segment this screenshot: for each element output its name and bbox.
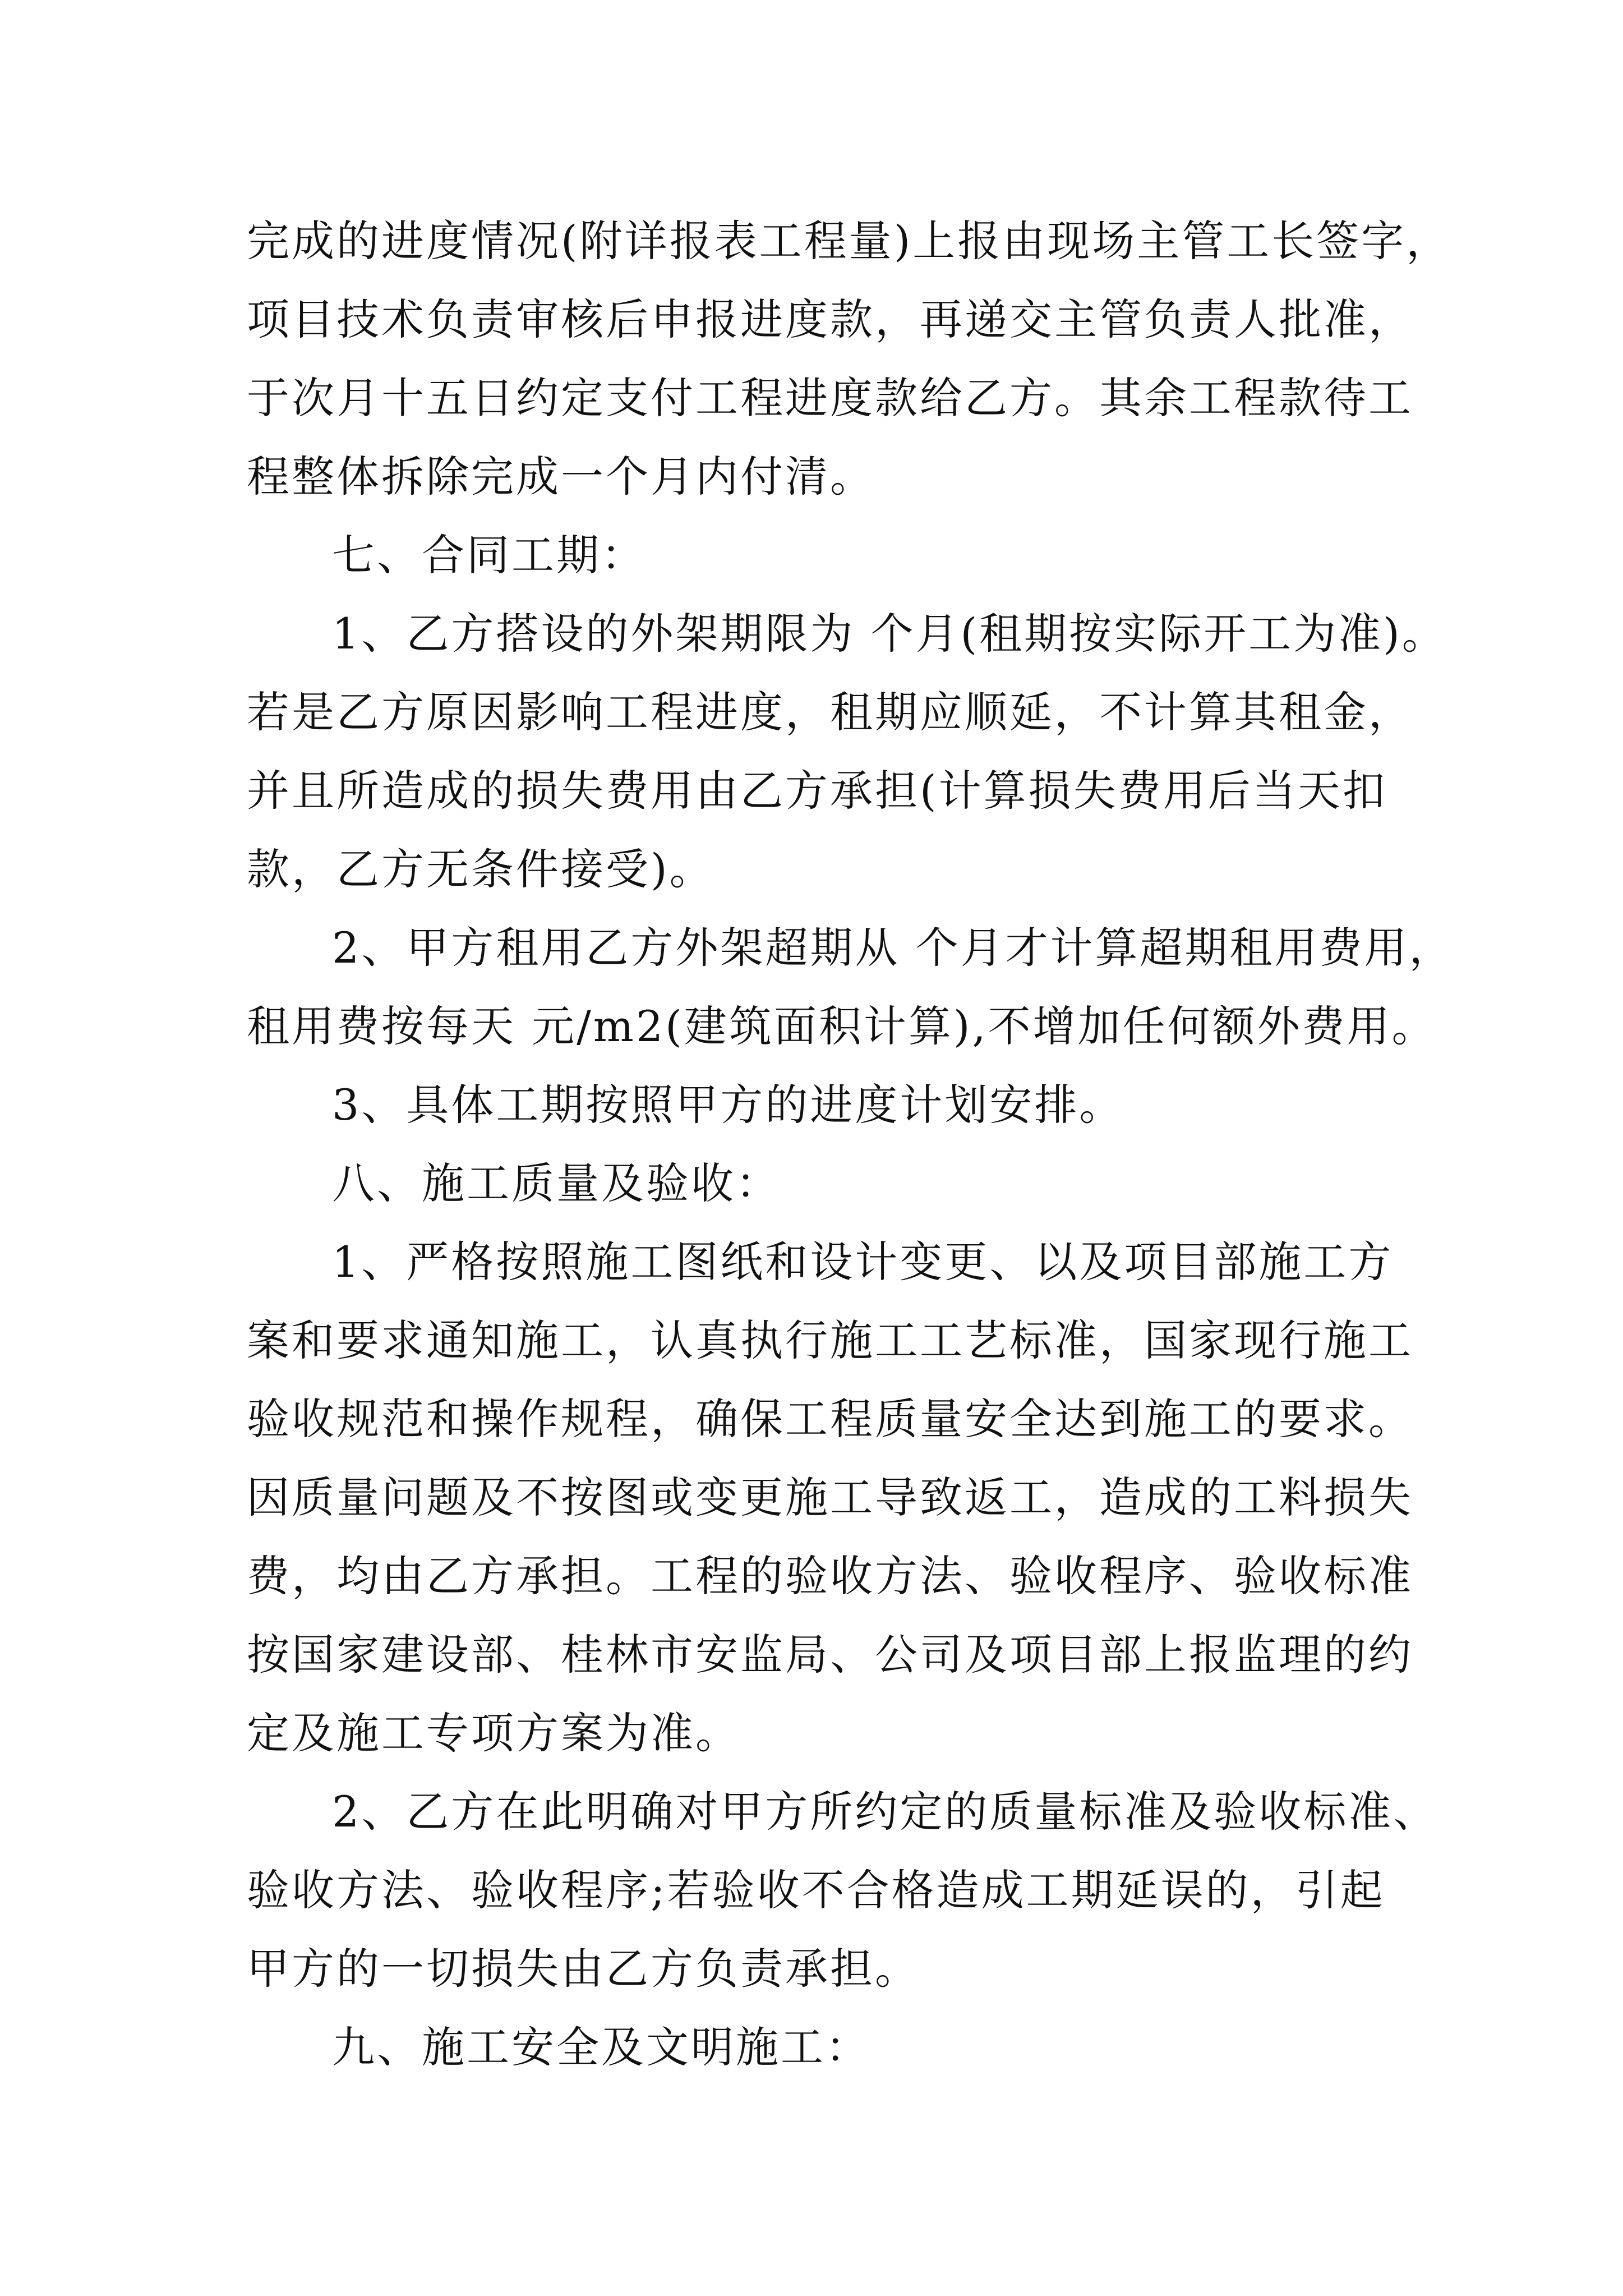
paragraph-line: 验收规范和操作规程，确保工程质量安全达到施工的要求。 xyxy=(247,1394,1413,1444)
paragraph-line: 3、具体工期按照甲方的进度计划安排。 xyxy=(332,1080,1124,1130)
paragraph-line: 1、严格按照施工图纸和设计变更、以及项目部施工方 xyxy=(332,1237,1394,1287)
document-body xyxy=(247,202,1454,2087)
paragraph-line: 定及施工专项方案为准。 xyxy=(247,1708,740,1758)
paragraph-line: 1、乙方搭设的外架期限为 个月(租期按实际开工为准)。 xyxy=(332,609,1447,659)
section-heading: 八、施工质量及验收： xyxy=(332,1158,781,1208)
paragraph-line: 于次月十五日约定支付工程进度款给乙方。其余工程款待工 xyxy=(247,373,1413,423)
paragraph-line: 甲方的一切损失由乙方负责承担。 xyxy=(247,1944,920,1994)
paragraph-line: 2、乙方在此明确对甲方所约定的质量标准及验收标准、 xyxy=(332,1787,1438,1837)
section-heading: 九、施工安全及文明施工： xyxy=(332,2022,870,2072)
paragraph-line: 费，均由乙方承担。工程的验收方法、验收程序、验收标准 xyxy=(247,1551,1413,1601)
paragraph-line: 按国家建设部、桂林市安监局、公司及项目部上报监理的约 xyxy=(247,1630,1413,1680)
paragraph-line: 程整体拆除完成一个月内付清。 xyxy=(247,452,875,501)
paragraph-line: 验收方法、验收程序;若验收不合格造成工期延误的，引起 xyxy=(247,1865,1385,1915)
paragraph-line: 完成的进度情况(附详报表工程量)上报由现场主管工长签字， xyxy=(247,216,1451,266)
paragraph-line: 若是乙方原因影响工程进度，租期应顺延，不计算其租金， xyxy=(247,687,1413,737)
paragraph-line: 2、甲方租用乙方外架超期从 个月才计算超期租用费用， xyxy=(332,923,1454,973)
paragraph-line: 案和要求通知施工，认真执行施工工艺标准，国家现行施工 xyxy=(247,1315,1413,1365)
paragraph-line: 款，乙方无条件接受)。 xyxy=(247,844,714,894)
paragraph-line: 项目技术负责审核后申报进度款，再递交主管负责人批准， xyxy=(247,295,1413,344)
paragraph-line: 并且所造成的损失费用由乙方承担(计算损失费用后当天扣 xyxy=(247,766,1387,816)
section-heading: 七、合同工期： xyxy=(332,530,646,580)
paragraph-line: 因质量问题及不按图或变更施工导致返工，造成的工料损失 xyxy=(247,1473,1413,1522)
paragraph-line: 租用费按每天 元/m2(建筑面积计算),不增加任何额外费用。 xyxy=(247,1001,1437,1051)
